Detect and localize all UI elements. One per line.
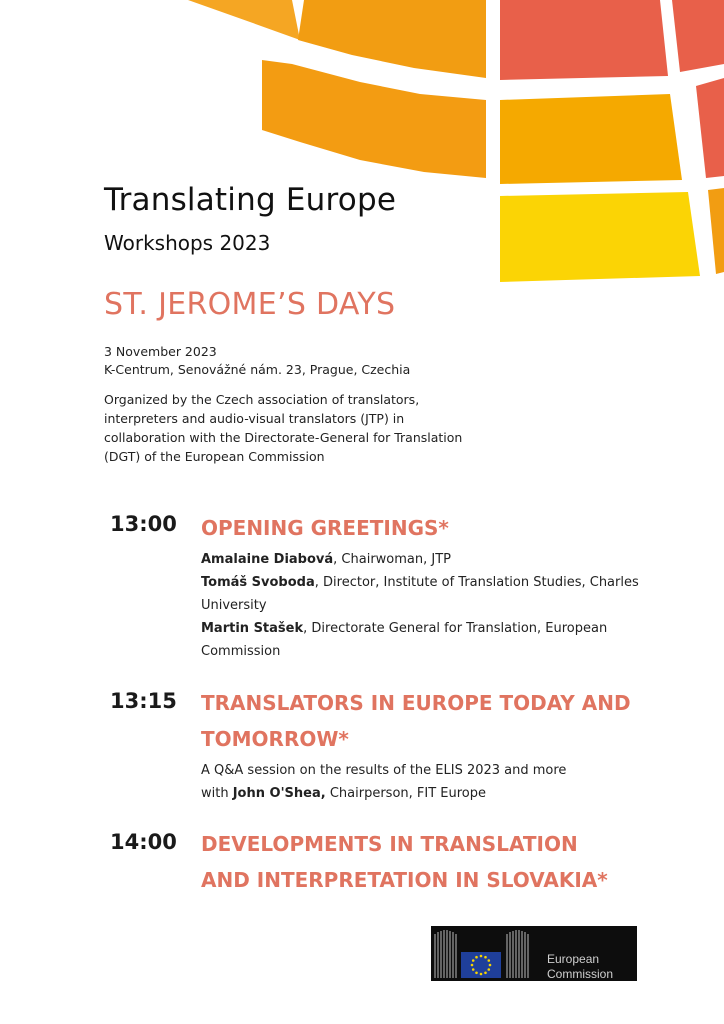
speaker-line [201, 640, 661, 663]
banner-tile [708, 188, 724, 274]
speaker-name: Martin Stašek [201, 621, 304, 636]
agenda-title [201, 826, 661, 898]
speaker-name: John O'Shea, [232, 786, 326, 801]
speaker-line [201, 548, 661, 571]
speaker-line [201, 594, 661, 617]
agenda-title [201, 510, 661, 546]
speaker-name: Tomáš Svoboda [201, 575, 315, 590]
banner-tile [500, 192, 700, 282]
banner-tile [500, 94, 682, 184]
speaker-line [201, 617, 661, 640]
speaker-role: , Chairwoman, JTP [333, 552, 452, 567]
speaker-role: University [201, 598, 267, 613]
event-title: Translating Europe [104, 182, 397, 218]
banner-tile [500, 0, 668, 80]
organizer-line: interpreters and audio-visual translators (JTP) in [104, 411, 405, 426]
agenda-time: 13:15 [110, 689, 177, 713]
event-venue: K-Centrum, Senovážné nám. 23, Prague, Czechia [104, 362, 411, 377]
event-subtitle: Workshops 2023 [104, 231, 271, 255]
organizer-line: collaboration with the Directorate-General for Translation [104, 430, 463, 445]
agenda-time: 14:00 [110, 830, 177, 854]
ec-building-icon [431, 926, 637, 981]
banner-tile [188, 0, 300, 40]
speaker-role: Commission [201, 644, 281, 659]
agenda-time: 13:00 [110, 512, 177, 536]
speaker-name: Amalaine Diabová [201, 552, 334, 567]
banner-tile [262, 60, 486, 178]
agenda-title-line: DEVELOPMENTS IN TRANSLATION [201, 832, 578, 856]
agenda-details [201, 759, 661, 805]
agenda-title-line: TRANSLATORS IN EUROPE TODAY AND [201, 691, 631, 715]
speaker-role: Chairperson, FIT Europe [325, 786, 487, 801]
organizer-line: Organized by the Czech association of translators, [104, 392, 420, 407]
logo-line1: European [547, 952, 600, 966]
banner-tile [672, 0, 724, 72]
agenda-title-line: AND INTERPRETATION IN SLOVAKIA* [201, 868, 608, 892]
session-text: A Q&A session on the results of the ELIS 2023 and more [201, 763, 567, 778]
agenda-title-line: TOMORROW* [201, 727, 349, 751]
session-line [201, 759, 661, 782]
organizer-line: (DGT) of the European Commission [104, 449, 325, 464]
session-line [201, 782, 661, 805]
agenda-title-line: OPENING GREETINGS* [201, 516, 449, 540]
agenda-title [201, 685, 661, 757]
speaker-role: , Directorate General for Translation, European [303, 621, 608, 636]
banner-tile [696, 78, 724, 178]
event-date: 3 November 2023 [104, 344, 217, 359]
speaker-role: , Director, Institute of Translation Studies, Charles [314, 575, 639, 590]
speaker-line [201, 571, 661, 594]
agenda-details [201, 548, 661, 663]
session-text: with [201, 786, 233, 801]
european-commission-logo [431, 926, 637, 981]
event-heading: ST. JEROME’S DAYS [104, 287, 396, 322]
organizer-info [104, 390, 474, 466]
logo-line2: Commission [547, 967, 614, 981]
banner-tile [298, 0, 486, 78]
